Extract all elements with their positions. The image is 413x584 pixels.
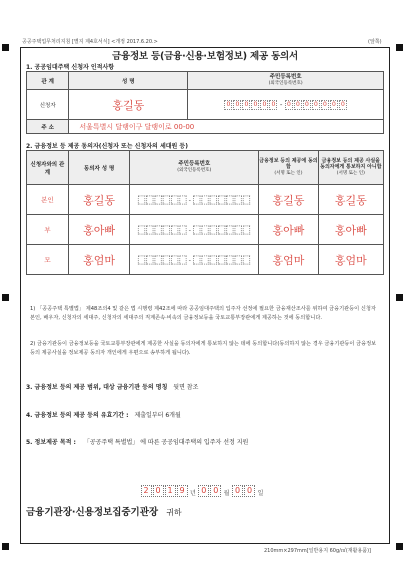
consent-signature[interactable]: 홍아빠 (259, 215, 318, 245)
applicant-id-digit: 0 (303, 100, 311, 110)
col2-relation: 신청자와의 관 계 (27, 151, 69, 185)
recipient-suffix: 귀하 (166, 508, 182, 517)
consent-id-digit (243, 255, 250, 264)
consent-relation: 본인 (27, 185, 69, 215)
consent-id-digit (138, 195, 145, 204)
col2-consent-label: 금융정보 등의 제공에 동의함 (259, 157, 318, 171)
col2-consent-sublabel: (서명 또는 인) (274, 170, 303, 176)
item3-label: 3. 금융정보 등의 제공 범위, 대상 금융기관 등의 명칭 (26, 384, 168, 391)
consent-name[interactable]: 홍엄마 (68, 245, 129, 275)
applicant-id-digit: 0 (233, 100, 241, 110)
applicant-id-digit: 0 (330, 100, 338, 110)
consent-signature[interactable]: 홍엄마 (259, 245, 318, 275)
consent-id-digit (202, 195, 209, 204)
item4 (26, 410, 181, 419)
consent-table (26, 150, 384, 275)
consent-relation: 부 (27, 215, 69, 245)
registration-mark-bottom-right (396, 543, 403, 550)
notify-signature[interactable]: 홍길동 (318, 185, 383, 215)
form-header-left: 공공주택업무처리지침 [별지 제4호서식] <개정 2017.6.20.> (22, 39, 158, 45)
consent-id-digit (146, 195, 153, 204)
address-cell[interactable] (69, 120, 384, 134)
consent-id-digit (227, 225, 234, 234)
consent-id-digit (154, 225, 161, 234)
consent-relation: 모 (27, 245, 69, 275)
consent-id-digit (227, 195, 234, 204)
date-year-digit: 9 (177, 485, 188, 497)
consent-id-digit (163, 255, 170, 264)
consent-id-digit (171, 225, 178, 234)
item4-label: 4. 금융정보 등의 제공 등의 유효기간 : (26, 412, 129, 419)
applicant-id-digit: 0 (339, 100, 347, 110)
address-label: 주 소 (27, 120, 69, 134)
consent-id-digit (171, 195, 178, 204)
consent-rows (27, 185, 384, 275)
registration-mark-mid-right (396, 294, 403, 301)
date-month-unit: 월 (223, 490, 230, 497)
registration-mark-top-left (2, 44, 9, 51)
consent-row (27, 215, 384, 245)
item4-value: 제출일부터 6개월 (134, 412, 181, 419)
consent-row (27, 185, 384, 215)
consent-id-digits (135, 255, 253, 264)
consent-id-digit (218, 255, 225, 264)
col2-notify (318, 151, 383, 185)
form-header-right: (앞쪽) (368, 39, 382, 45)
consent-id-digit (179, 225, 186, 234)
date-year-digit: 2 (141, 485, 152, 497)
recipient (26, 500, 182, 519)
applicant-id-digit: 0 (224, 100, 232, 110)
applicant-id-digit: 0 (294, 100, 302, 110)
consent-id-digit (235, 255, 242, 264)
consent-id-digit (163, 225, 170, 234)
consent-id-digit (171, 255, 178, 264)
consent-id-digit (194, 195, 201, 204)
col2-notify-label: 금융정보 등의 제공 사실을 동의자에게 통보하지 아니함 (320, 157, 382, 171)
consent-id-digit (179, 195, 186, 204)
consent-name[interactable]: 홍길동 (68, 185, 129, 215)
notify-signature[interactable]: 홍아빠 (318, 215, 383, 245)
consent-id-digit (146, 225, 153, 234)
consent-id-dash: - (188, 195, 192, 204)
col-id-label: 주민등록번호 (269, 74, 302, 80)
applicant-id-digit: 0 (285, 100, 293, 110)
address-value: 서울특별시 달랭이구 달랭이로 00-00 (79, 122, 195, 131)
date-year-digit: 0 (153, 485, 164, 497)
applicant-name: 홍길동 (112, 98, 145, 112)
col-id-sublabel: (외국인등록번호) (268, 80, 303, 86)
consent-id-dash: - (188, 225, 192, 234)
applicant-id-cell[interactable] (188, 90, 384, 120)
consent-row (27, 245, 384, 275)
col2-consent (259, 151, 318, 185)
consent-id-digit (218, 225, 225, 234)
applicant-id-digits (188, 100, 383, 110)
consent-id-digits (135, 225, 253, 234)
date-day-digit: 0 (244, 485, 255, 497)
date-month-digit: 0 (210, 485, 221, 497)
consent-id-digits (135, 195, 253, 204)
section2-heading: 2. 금융정보 등 제공 동의자(신청자 또는 신청자의 세대원 등) (26, 143, 188, 150)
consent-id-digit (235, 195, 242, 204)
col-name: 성 명 (69, 72, 188, 90)
applicant-table (26, 71, 384, 134)
consent-id-digit (138, 225, 145, 234)
consent-id-digit (243, 195, 250, 204)
applicant-id-digit: 0 (251, 100, 259, 110)
applicant-id-digit: 0 (312, 100, 320, 110)
consent-id-digit (210, 255, 217, 264)
notify-signature[interactable]: 홍엄마 (318, 245, 383, 275)
item3 (26, 382, 198, 391)
consent-id-digit (146, 255, 153, 264)
date-day-digit: 0 (232, 485, 243, 497)
consent-id-digit (194, 225, 201, 234)
consent-note-2: 2) 금융기관등이 금융정보등을 국토교통부장관에게 제공한 사실을 동의자에게 통보하지 않는 데에 동의합니다(동의하지 않는 경우 금융기관등이 금융정보등의 제공사실을 정보제공 동의자 개인에게 우편으로 송부하게 됩니다). (30, 341, 377, 356)
registration-mark-top-right (396, 44, 403, 51)
consent-id-digit (235, 225, 242, 234)
applicant-id-digit: 0 (242, 100, 250, 110)
applicant-id-digit: 0 (269, 100, 277, 110)
consent-id-digit (194, 255, 201, 264)
col-relation: 관 계 (27, 72, 69, 90)
col2-name: 동의자 성 명 (68, 151, 129, 185)
submission-date[interactable] (140, 478, 265, 497)
registration-mark-mid-left (2, 294, 9, 301)
consent-id-cell[interactable] (130, 245, 259, 275)
consent-id-cell[interactable] (130, 215, 259, 245)
registration-mark-bottom-left (2, 543, 9, 550)
consent-id-cell[interactable] (130, 185, 259, 215)
applicant-name-cell[interactable] (69, 90, 188, 120)
date-day-unit: 일 (257, 490, 264, 497)
consent-id-digit (202, 255, 209, 264)
consent-signature[interactable]: 홍길동 (259, 185, 318, 215)
recipient-name: 금융기관장·신용정보집중기관장 (26, 507, 159, 518)
consent-name[interactable]: 홍아빠 (68, 215, 129, 245)
applicant-id-digit: 0 (321, 100, 329, 110)
consent-id-digit (154, 255, 161, 264)
applicant-relation: 신청자 (27, 90, 69, 120)
consent-id-dash: - (188, 255, 192, 264)
item3-value: 뒷면 참조 (173, 384, 199, 391)
col2-id (130, 151, 259, 185)
consent-id-digit (210, 225, 217, 234)
col2-notify-sublabel: (서명 또는 인) (336, 170, 365, 176)
item5 (26, 437, 248, 446)
item5-label: 5. 정보제공 목적 : (26, 439, 76, 446)
consent-id-digit (179, 255, 186, 264)
col2-id-sublabel: (외국인등록번호) (177, 167, 212, 173)
consent-id-digit (227, 255, 234, 264)
col2-id-label: 주민등록번호 (178, 161, 211, 167)
consent-id-digit (218, 195, 225, 204)
consent-id-digit (154, 195, 161, 204)
form-title: 금융정보 등(금융·신용·보험정보) 제공 동의서 (111, 51, 298, 62)
date-month-digit: 0 (198, 485, 209, 497)
date-year-digit: 1 (165, 485, 176, 497)
applicant-id-digit: 0 (260, 100, 268, 110)
consent-id-digit (138, 255, 145, 264)
item5-value: 「공공주택 특별법」 에 따른 공공임대주택의 입주자 선정 지원 (83, 439, 249, 446)
paper-spec: 210mm×297mm[일반용지 60g/㎡(재활용품)] (264, 548, 372, 554)
applicant-id-dash: - (279, 100, 283, 109)
consent-id-digit (202, 225, 209, 234)
date-year-unit: 년 (190, 490, 196, 497)
col-id (188, 72, 384, 90)
section1-heading: 1. 공공임대주택 신청자 인적사항 (26, 64, 115, 71)
consent-id-digit (243, 225, 250, 234)
consent-id-digit (163, 195, 170, 204)
consent-note-1: 1) 「공공주택 특별법」 제48조의4 및 같은 법 시행령 제42조에 따라 공공임대주택의 입주자 선정에 필요한 금융재산조사를 위하여 금융기관등이 신청자 본인, 배우자, 신청자의 세대주, 신청자의 세대주의 직계존속·비속의 금융정보등을 국토교통부장관에게 제공하는 것에 동의합니다. (30, 306, 376, 321)
consent-id-digit (210, 195, 217, 204)
